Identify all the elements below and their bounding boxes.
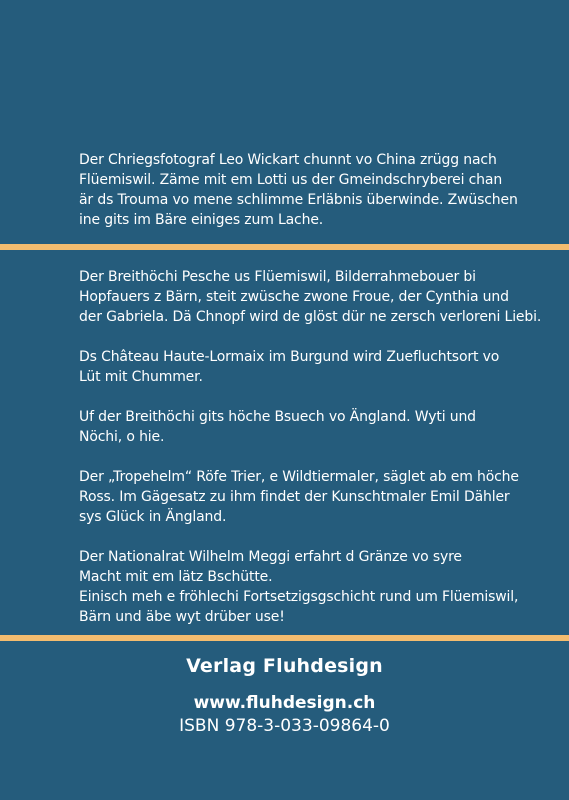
publisher-website: www.fluhdesign.ch	[193, 693, 376, 713]
bottom-divider	[0, 635, 569, 641]
summary-paragraph-5: Der Nationalrat Wilhelm Meggi erfahrt d Gränze vo syre Macht mit em lätz Bschütte. Einisch meh e fröhlechi Fortsetzigsgschicht rund um Flüemiswil, Bärn und äbe wyt drüber use!	[79, 549, 519, 625]
isbn-number: ISBN 978-3-033-09864-0	[179, 716, 390, 736]
top-divider	[0, 244, 569, 250]
intro-text-block	[79, 150, 549, 230]
summary-paragraph-3: Uf der Breithöchi gits höche Bsuech vo Ängland. Wyti und Nöchi, o hie.	[79, 409, 476, 445]
summary-paragraph-2: Ds Château Haute-Lormaix im Burgund wird Zuefluchtsort vo Lüt mit Chummer.	[79, 349, 500, 385]
intro-paragraph: Der Chriegsfotograf Leo Wickart chunnt vo China zrügg nach Flüemiswil. Zäme mit em Lotti us der Gmeindschryberei chan är ds Trouma vo mene schlimme Erläbnis überwinde. Zwüschen ine gits im Bäre einiges zum Lache.	[79, 152, 518, 228]
summary-paragraph-1: Der Breithöchi Pesche us Flüemiswil, Bilderrahmebouer bi Hopfauers z Bärn, steit zwüsche zwone Froue, der Cynthia und der Gabriela. Dä Chnopf wird de glöst dür ne zersch verloreni Liebi.	[79, 269, 542, 325]
publisher-name: Verlag Fluhdesign	[186, 655, 383, 677]
summary-text-block	[79, 267, 549, 627]
summary-paragraph-4: Der „Tropehelm“ Röfe Trier, e Wildtiermaler, säglet ab em höche Ross. Im Gägesatz zu ihm findet der Kunschtmaler Emil Dähler sys Glück in Ängland.	[79, 469, 519, 525]
